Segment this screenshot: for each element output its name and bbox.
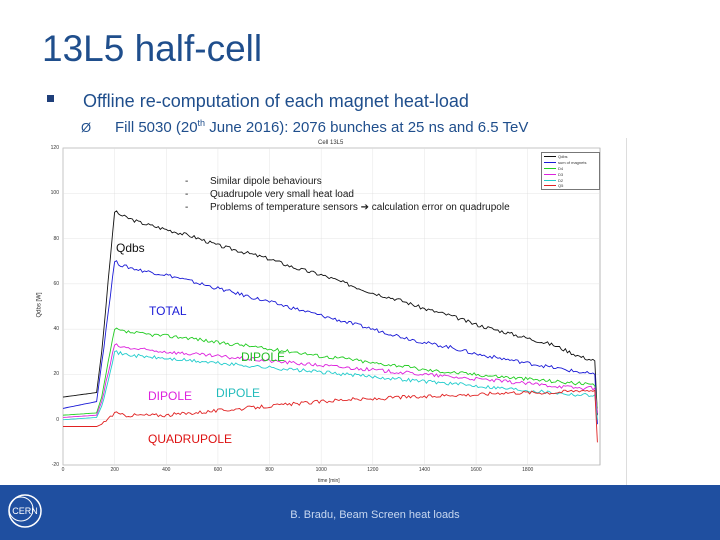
y-tick-label: 0 xyxy=(56,416,59,423)
note-dash: - xyxy=(185,176,189,187)
note-dash: - xyxy=(185,202,189,213)
label-dipole-green: DIPOLE xyxy=(241,350,286,364)
legend-item xyxy=(544,160,586,165)
legend-label: D4 xyxy=(558,166,564,171)
legend-item xyxy=(544,183,563,188)
logo-text: CERN xyxy=(12,506,38,516)
legend-label: Q5 xyxy=(558,183,564,188)
y-tick-label: 120 xyxy=(50,145,59,151)
arrow-bullet-icon: Ø xyxy=(81,120,92,135)
y-tick-label: 60 xyxy=(53,280,59,287)
bullet-2-suffix: June 2016): 2076 bunches at 25 ns and 6.5 TeV xyxy=(205,119,529,136)
legend-item xyxy=(544,154,568,159)
note-item xyxy=(185,188,510,201)
y-tick-label: 100 xyxy=(50,190,59,197)
label-dipole-cyan: DIPOLE xyxy=(216,386,261,400)
note-text: Problems of temperature sensors ➔ calculation error on quadrupole xyxy=(210,202,510,213)
note-text: Similar dipole behaviours xyxy=(210,176,322,187)
chart-legend xyxy=(541,152,600,190)
chart-title: Cell 13L5 xyxy=(318,140,344,146)
label-qdbs: Qdbs xyxy=(116,241,145,255)
slide-title: 13L5 half-cell xyxy=(42,28,263,69)
x-tick-label: 1200 xyxy=(367,467,379,473)
legend-swatch xyxy=(544,156,556,157)
note-text: Quadrupole very small heat load xyxy=(210,189,354,200)
legend-swatch xyxy=(544,180,556,181)
label-total: TOTAL xyxy=(149,304,187,318)
x-tick-label: 1800 xyxy=(522,467,534,473)
x-tick-label: 1600 xyxy=(470,467,482,473)
y-tick-label: 20 xyxy=(53,371,59,378)
footer-text: B. Bradu, Beam Screen heat loads xyxy=(290,509,460,521)
label-dipole-magenta: DIPOLE xyxy=(148,389,193,403)
legend-label: sum of magnets xyxy=(558,160,587,165)
legend-swatch xyxy=(544,162,556,163)
note-dash: - xyxy=(185,189,189,200)
y-axis-label: Qdbs [W] xyxy=(36,292,43,318)
series-line-5 xyxy=(63,390,597,442)
y-tick-label: 80 xyxy=(53,235,59,242)
series-line-4 xyxy=(63,351,597,420)
legend-item xyxy=(544,172,563,177)
cern-logo-icon xyxy=(4,487,50,533)
x-tick-label: 800 xyxy=(265,467,274,473)
bullet-2-prefix: Fill 5030 (20 xyxy=(115,119,198,136)
legend-label: D2 xyxy=(558,178,564,183)
x-tick-label: 1400 xyxy=(418,467,430,473)
bullet-2-superscript: th xyxy=(197,118,206,128)
label-quadrupole: QUADRUPOLE xyxy=(148,432,233,446)
observation-notes xyxy=(185,175,510,214)
legend-swatch xyxy=(544,174,556,175)
note-item xyxy=(185,201,510,214)
y-tick-label: 40 xyxy=(53,326,59,333)
legend-swatch xyxy=(544,185,556,186)
legend-swatch xyxy=(544,168,556,169)
x-tick-label: 0 xyxy=(61,467,65,473)
x-axis-label: time [min] xyxy=(318,478,340,484)
legend-label: Qdbs xyxy=(558,154,568,159)
legend-label: D3 xyxy=(558,172,564,177)
x-tick-label: 600 xyxy=(213,467,223,473)
legend-item xyxy=(544,166,563,171)
y-tick-label: -20 xyxy=(51,462,59,468)
series-line-3 xyxy=(63,344,597,418)
bullet-text-1: Offline re-computation of each magnet heat-load xyxy=(83,91,469,111)
x-tick-label: 1000 xyxy=(315,467,327,473)
series-line-1 xyxy=(63,261,597,425)
note-item xyxy=(185,175,510,188)
x-tick-label: 200 xyxy=(110,467,119,473)
x-tick-label: 400 xyxy=(162,467,171,473)
